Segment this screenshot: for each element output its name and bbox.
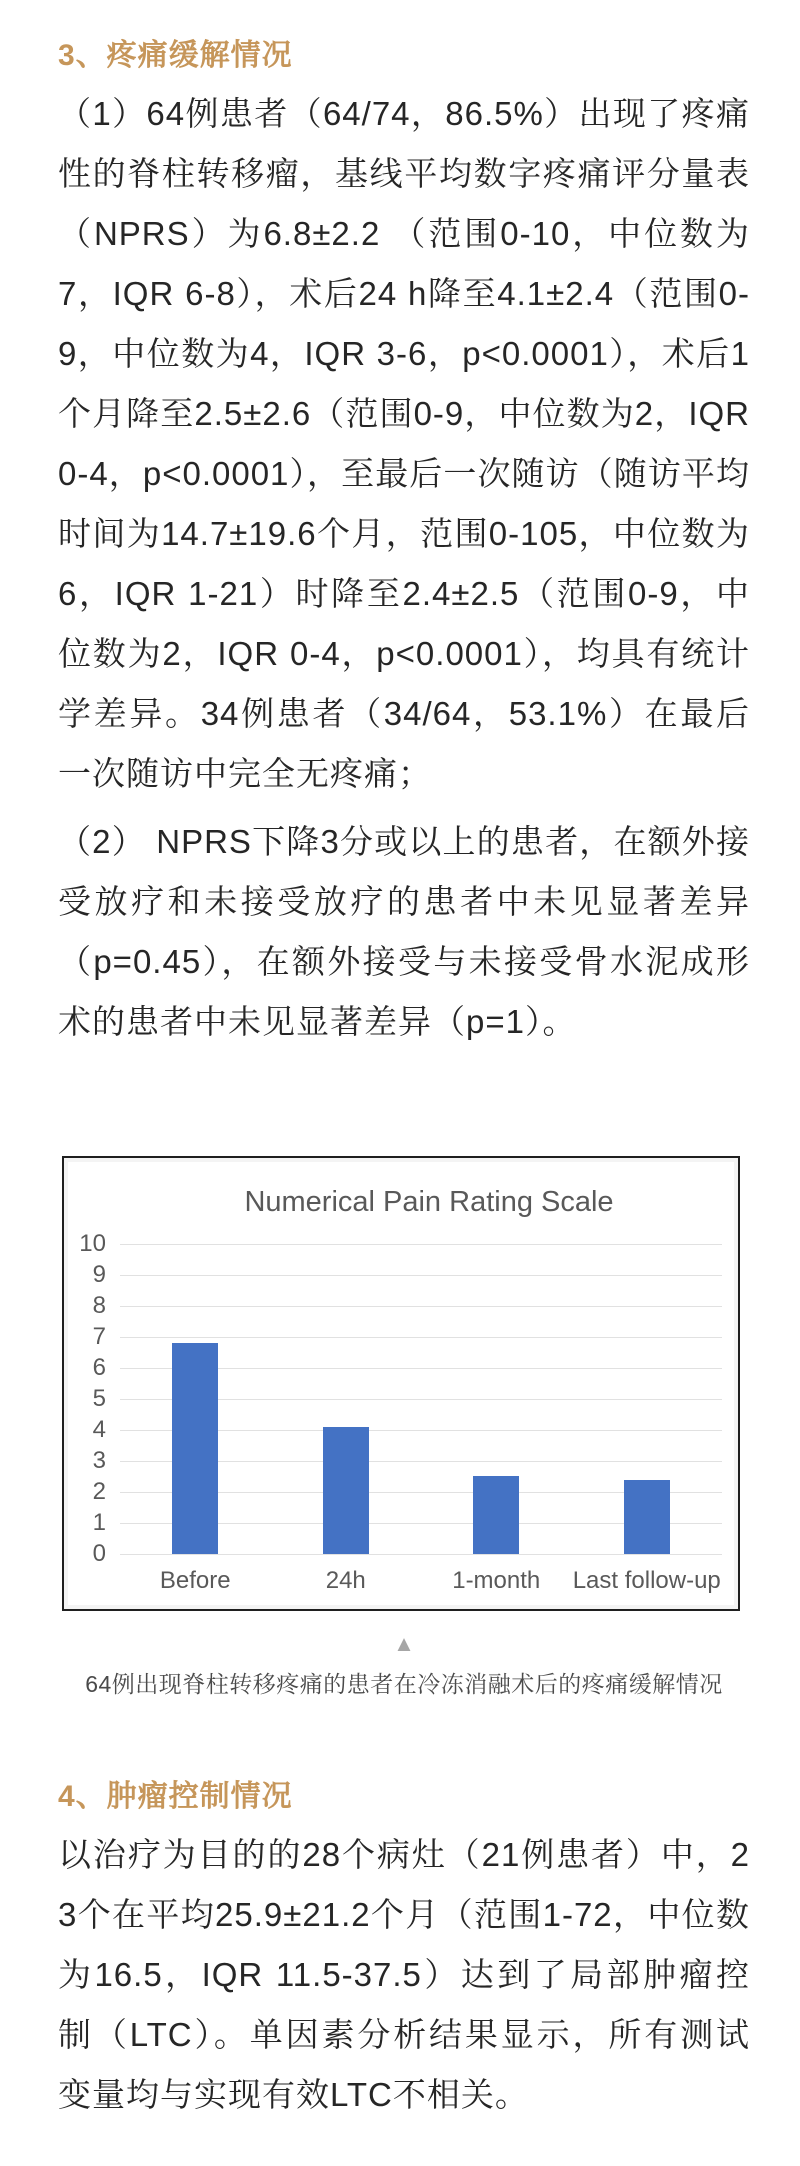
y-axis-tick-label: 8	[92, 1292, 106, 1319]
x-axis-label: 1-month	[452, 1567, 541, 1594]
y-axis-tick-label: 3	[92, 1447, 106, 1474]
chart-bar	[323, 1427, 369, 1554]
chart-y-axis	[64, 1230, 120, 1567]
chart-bar	[473, 1476, 519, 1554]
triangle-up-icon: ▲	[393, 1631, 415, 1656]
chart-bar-slot	[120, 1245, 271, 1555]
section-4-heading: 4、肿瘤控制情况	[58, 1780, 293, 1813]
chart-bar	[172, 1343, 218, 1554]
y-axis-tick-label: 7	[92, 1323, 106, 1350]
chart-plot-area	[120, 1245, 722, 1555]
chart-bar	[624, 1480, 670, 1554]
y-axis-tick-label: 1	[92, 1509, 106, 1536]
chart-bar-slot	[271, 1245, 422, 1555]
y-axis-tick-label: 0	[92, 1540, 106, 1567]
chart-x-labels	[120, 1567, 722, 1595]
section-4-paragraph-1: 以治疗为目的的28个病灶（21例患者）中，23个在平均25.9±21.2个月（范围1-72，中位数为16.5，IQR 11.5-37.5）达到了局部肿瘤控制（LTC）。单因素分析结果显示，所有测试变量均与实现有效LTC不相关。	[58, 1836, 750, 2113]
figure-caption: 64例出现脊柱转移疼痛的患者在冷冻消融术后的疼痛缓解情况	[85, 1671, 723, 1697]
chart-bar-slot	[421, 1245, 572, 1555]
section-3-paragraph-2: （2） NPRS下降3分或以上的患者，在额外接受放疗和未接受放疗的患者中未见显著差异（p=0.45），在额外接受与未接受骨水泥成形术的患者中未见显著差异（p=1）。	[58, 823, 750, 1040]
chart-title: Numerical Pain Rating Scale	[244, 1186, 614, 1218]
nprs-bar-chart	[62, 1156, 740, 1611]
chart-bar-slot	[572, 1245, 723, 1555]
chart-plot-row	[64, 1230, 738, 1567]
x-axis-label: 24h	[325, 1567, 366, 1594]
y-axis-tick-label: 6	[92, 1354, 106, 1381]
y-axis-tick-label: 10	[79, 1230, 106, 1257]
y-axis-tick-label: 9	[92, 1261, 106, 1288]
y-axis-tick-label: 4	[92, 1416, 106, 1443]
chart-bars	[120, 1245, 722, 1555]
nprs-chart-figure	[58, 1156, 750, 1701]
section-3-paragraph-1: （1）64例患者（64/74，86.5%）出现了疼痛性的脊柱转移瘤，基线平均数字疼痛评分量表（NPRS）为6.8±2.2 （范围0-10，中位数为7，IQR 6-8），术后24 h降至4.1±2.4（范围0-9，中位数为4，IQR 3-6，p<0.0001），术后1个月降至2.5±2.6（范围0-9，中位数为2，IQR 0-4，p<0.0001），至最后一次随访（随访平均时间为14.7±19.6个月，范围0-105，中位数为6，IQR 1-21）时降至2.4±2.5（范围0-9，中位数为2，IQR 0-4，p<0.0001），均具有统计学差异。34例患者（34/64，53.1%）在最后一次随访中完全无疼痛；	[58, 95, 750, 792]
x-axis-label: Before	[159, 1567, 231, 1594]
x-axis-label: Last follow-up	[572, 1567, 721, 1594]
y-axis-tick-label: 5	[92, 1385, 106, 1412]
y-axis-tick-label: 2	[92, 1478, 106, 1505]
section-3-heading: 3、疼痛缓解情况	[58, 39, 293, 72]
